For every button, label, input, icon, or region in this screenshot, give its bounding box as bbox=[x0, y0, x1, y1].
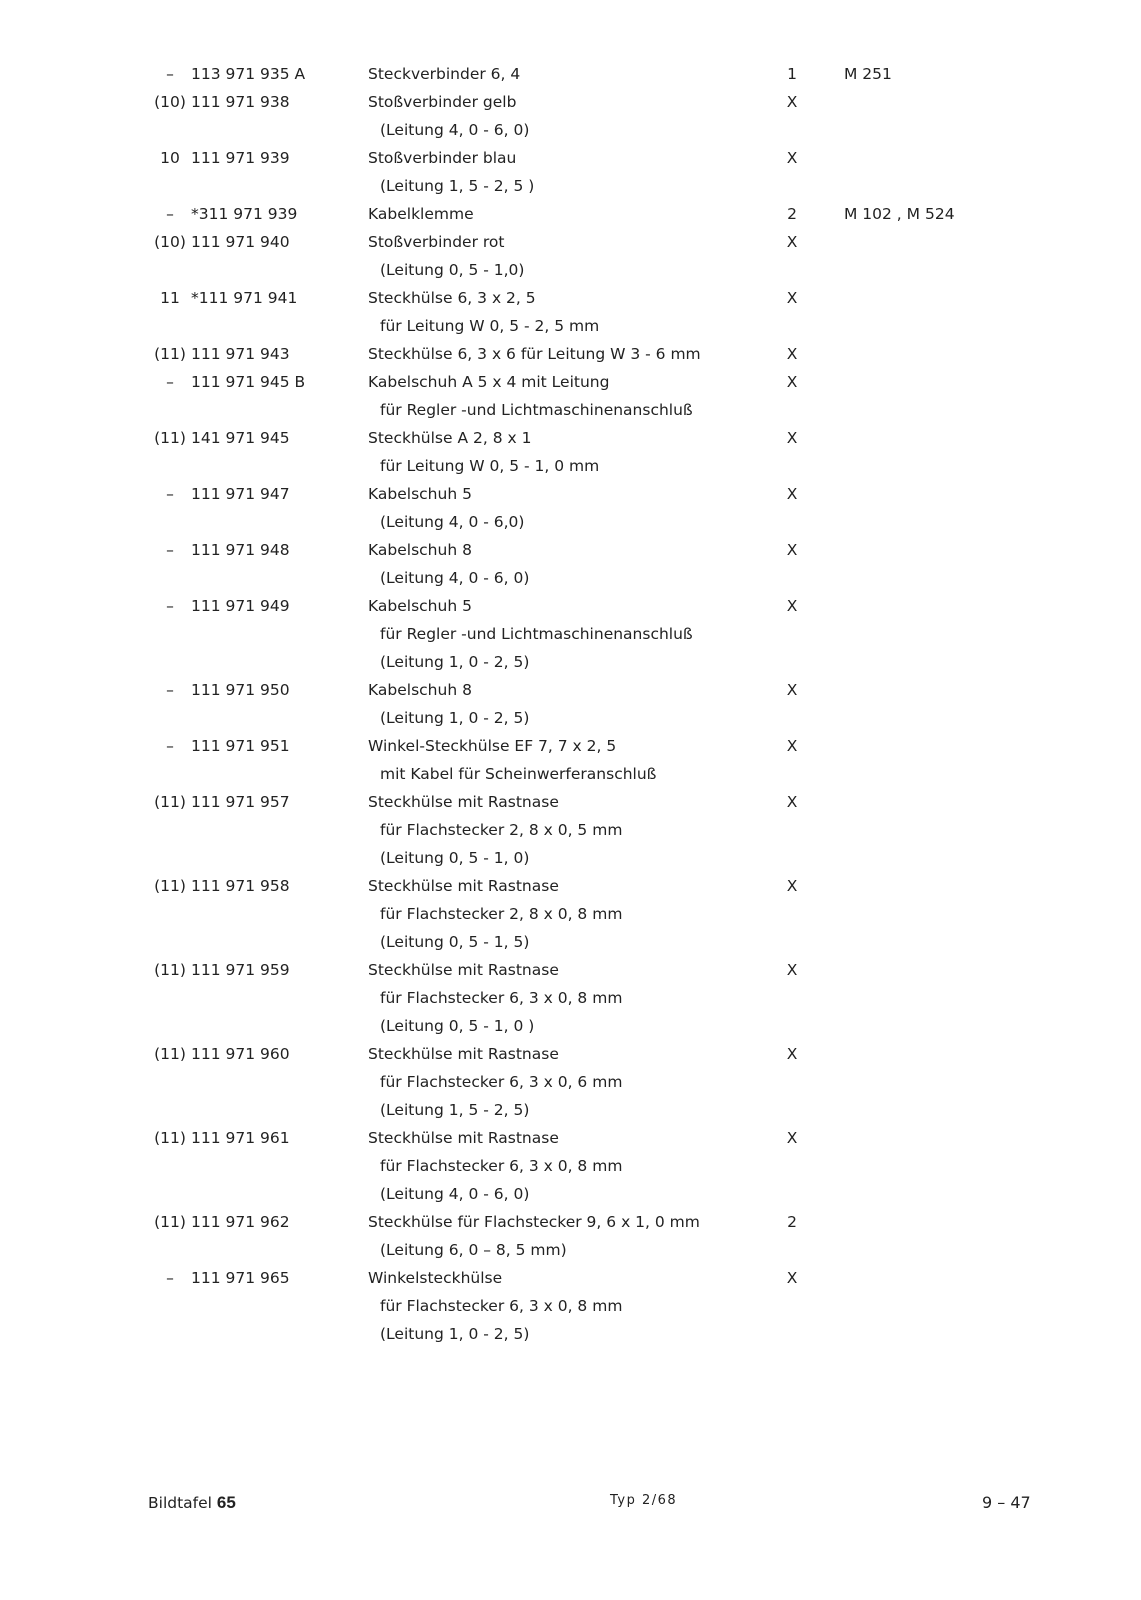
position-cell: – bbox=[166, 541, 174, 559]
description-continuation: (Leitung 4, 0 - 6,0) bbox=[380, 513, 525, 531]
quantity-cell: X bbox=[786, 793, 798, 811]
description-continuation: mit Kabel für Scheinwerferanschluß bbox=[380, 765, 657, 783]
description-cell: Kabelschuh 8 bbox=[368, 681, 472, 699]
table-row-continuation bbox=[0, 1180, 1141, 1208]
table-row bbox=[0, 200, 1141, 228]
table-row bbox=[0, 1264, 1141, 1292]
description-cell: Stoßverbinder blau bbox=[368, 149, 517, 167]
description-cell: Steckhülse A 2, 8 x 1 bbox=[368, 429, 532, 447]
table-row bbox=[0, 88, 1141, 116]
table-row-continuation bbox=[0, 984, 1141, 1012]
description-continuation: (Leitung 1, 0 - 2, 5) bbox=[380, 653, 530, 671]
position-cell: – bbox=[166, 737, 174, 755]
description-cell: Steckhülse mit Rastnase bbox=[368, 877, 559, 895]
description-cell: Steckhülse 6, 3 x 2, 5 bbox=[368, 289, 536, 307]
description-continuation: für Flachstecker 6, 3 x 0, 8 mm bbox=[380, 989, 623, 1007]
position-cell: – bbox=[166, 681, 174, 699]
table-row-continuation bbox=[0, 844, 1141, 872]
table-row bbox=[0, 676, 1141, 704]
description-continuation: für Regler -und Lichtmaschinenanschluß bbox=[380, 625, 693, 643]
part-number-cell: 141 971 945 bbox=[191, 429, 290, 447]
table-row bbox=[0, 480, 1141, 508]
table-row bbox=[0, 424, 1141, 452]
position-cell: (11) bbox=[154, 1129, 186, 1147]
description-continuation: für Flachstecker 6, 3 x 0, 8 mm bbox=[380, 1157, 623, 1175]
table-row bbox=[0, 1124, 1141, 1152]
description-continuation: für Flachstecker 6, 3 x 0, 8 mm bbox=[380, 1297, 623, 1315]
position-cell: (10) bbox=[154, 233, 186, 251]
table-row-continuation bbox=[0, 396, 1141, 424]
table-row-continuation bbox=[0, 1096, 1141, 1124]
part-number-cell: 111 971 943 bbox=[191, 345, 290, 363]
quantity-cell: 2 bbox=[787, 1213, 797, 1231]
position-cell: – bbox=[166, 1269, 174, 1287]
description-continuation: (Leitung 0, 5 - 1,0) bbox=[380, 261, 525, 279]
table-row-continuation bbox=[0, 760, 1141, 788]
part-number-cell: 111 971 961 bbox=[191, 1129, 290, 1147]
table-row bbox=[0, 144, 1141, 172]
position-cell: 10 bbox=[160, 149, 180, 167]
description-continuation: (Leitung 1, 0 - 2, 5) bbox=[380, 709, 530, 727]
quantity-cell: X bbox=[786, 373, 798, 391]
table-row-continuation bbox=[0, 620, 1141, 648]
description-cell: Steckhülse mit Rastnase bbox=[368, 961, 559, 979]
parts-list bbox=[0, 60, 1141, 1348]
quantity-cell: X bbox=[786, 597, 798, 615]
part-number-cell: 111 971 959 bbox=[191, 961, 290, 979]
description-cell: Steckhülse mit Rastnase bbox=[368, 1045, 559, 1063]
page-footer bbox=[0, 1493, 1141, 1517]
description-cell: Kabelschuh 5 bbox=[368, 485, 472, 503]
table-row bbox=[0, 872, 1141, 900]
description-continuation: für Leitung W 0, 5 - 2, 5 mm bbox=[380, 317, 600, 335]
description-cell: Steckhülse mit Rastnase bbox=[368, 793, 559, 811]
plate-number: 65 bbox=[216, 1493, 236, 1512]
table-row-continuation bbox=[0, 312, 1141, 340]
part-number-cell: 111 971 951 bbox=[191, 737, 290, 755]
remark-cell: M 251 bbox=[844, 65, 892, 83]
quantity-cell: X bbox=[786, 429, 798, 447]
description-cell: Winkelsteckhülse bbox=[368, 1269, 503, 1287]
table-row-continuation bbox=[0, 1292, 1141, 1320]
table-row bbox=[0, 228, 1141, 256]
part-number-cell: 111 971 957 bbox=[191, 793, 290, 811]
table-row-continuation bbox=[0, 1152, 1141, 1180]
description-cell: Stoßverbinder gelb bbox=[368, 93, 517, 111]
table-row-continuation bbox=[0, 816, 1141, 844]
table-row-continuation bbox=[0, 1068, 1141, 1096]
part-number-cell: *111 971 941 bbox=[191, 289, 298, 307]
quantity-cell: X bbox=[786, 345, 798, 363]
position-cell: – bbox=[166, 373, 174, 391]
description-continuation: für Flachstecker 6, 3 x 0, 6 mm bbox=[380, 1073, 623, 1091]
table-row-continuation bbox=[0, 172, 1141, 200]
page-number: 9 – 47 bbox=[982, 1493, 1031, 1512]
description-cell: Steckhülse mit Rastnase bbox=[368, 1129, 559, 1147]
description-continuation: (Leitung 4, 0 - 6, 0) bbox=[380, 569, 530, 587]
description-cell: Stoßverbinder rot bbox=[368, 233, 505, 251]
description-continuation: (Leitung 4, 0 - 6, 0) bbox=[380, 121, 530, 139]
table-row-continuation bbox=[0, 1012, 1141, 1040]
part-number-cell: 111 971 958 bbox=[191, 877, 290, 895]
quantity-cell: X bbox=[786, 737, 798, 755]
table-row bbox=[0, 1208, 1141, 1236]
table-row-continuation bbox=[0, 900, 1141, 928]
table-row bbox=[0, 788, 1141, 816]
description-continuation: (Leitung 0, 5 - 1, 0 ) bbox=[380, 1017, 535, 1035]
quantity-cell: X bbox=[786, 541, 798, 559]
quantity-cell: X bbox=[786, 485, 798, 503]
description-continuation: für Leitung W 0, 5 - 1, 0 mm bbox=[380, 457, 600, 475]
table-row bbox=[0, 536, 1141, 564]
table-row-continuation bbox=[0, 648, 1141, 676]
quantity-cell: X bbox=[786, 1129, 798, 1147]
table-row bbox=[0, 1040, 1141, 1068]
position-cell: – bbox=[166, 205, 174, 223]
description-cell: Kabelschuh 8 bbox=[368, 541, 472, 559]
position-cell: (11) bbox=[154, 429, 186, 447]
position-cell: – bbox=[166, 485, 174, 503]
description-continuation: (Leitung 1, 5 - 2, 5) bbox=[380, 1101, 530, 1119]
description-continuation: (Leitung 0, 5 - 1, 5) bbox=[380, 933, 530, 951]
quantity-cell: X bbox=[786, 877, 798, 895]
quantity-cell: X bbox=[786, 289, 798, 307]
quantity-cell: 1 bbox=[787, 65, 797, 83]
table-row-continuation bbox=[0, 452, 1141, 480]
table-row bbox=[0, 368, 1141, 396]
description-cell: Steckhülse für Flachstecker 9, 6 x 1, 0 mm bbox=[368, 1213, 700, 1231]
table-row-continuation bbox=[0, 1236, 1141, 1264]
part-number-cell: 111 971 965 bbox=[191, 1269, 290, 1287]
description-cell: Steckhülse 6, 3 x 6 für Leitung W 3 - 6 mm bbox=[368, 345, 701, 363]
description-cell: Steckverbinder 6, 4 bbox=[368, 65, 521, 83]
table-row-continuation bbox=[0, 116, 1141, 144]
table-row-continuation bbox=[0, 704, 1141, 732]
part-number-cell: 111 971 962 bbox=[191, 1213, 290, 1231]
table-row bbox=[0, 60, 1141, 88]
part-number-cell: 111 971 950 bbox=[191, 681, 290, 699]
plate-label: Bildtafel 65 bbox=[148, 1493, 236, 1512]
table-row-continuation bbox=[0, 1320, 1141, 1348]
description-continuation: (Leitung 0, 5 - 1, 0) bbox=[380, 849, 530, 867]
quantity-cell: X bbox=[786, 233, 798, 251]
table-row-continuation bbox=[0, 564, 1141, 592]
description-continuation: (Leitung 4, 0 - 6, 0) bbox=[380, 1185, 530, 1203]
position-cell: 11 bbox=[160, 289, 180, 307]
part-number-cell: 111 971 947 bbox=[191, 485, 290, 503]
position-cell: – bbox=[166, 65, 174, 83]
quantity-cell: X bbox=[786, 681, 798, 699]
position-cell: (11) bbox=[154, 793, 186, 811]
part-number-cell: 111 971 939 bbox=[191, 149, 290, 167]
quantity-cell: 2 bbox=[787, 205, 797, 223]
description-continuation: für Regler -und Lichtmaschinenanschluß bbox=[380, 401, 693, 419]
description-continuation: (Leitung 1, 0 - 2, 5) bbox=[380, 1325, 530, 1343]
table-row bbox=[0, 956, 1141, 984]
description-continuation: (Leitung 1, 5 - 2, 5 ) bbox=[380, 177, 535, 195]
part-number-cell: 111 971 945 B bbox=[191, 373, 306, 391]
part-number-cell: 111 971 938 bbox=[191, 93, 290, 111]
part-number-cell: 113 971 935 A bbox=[191, 65, 306, 83]
description-cell: Winkel-Steckhülse EF 7, 7 x 2, 5 bbox=[368, 737, 617, 755]
remark-cell: M 102 , M 524 bbox=[844, 205, 955, 223]
table-row bbox=[0, 284, 1141, 312]
table-row-continuation bbox=[0, 256, 1141, 284]
position-cell: (11) bbox=[154, 1045, 186, 1063]
quantity-cell: X bbox=[786, 1269, 798, 1287]
description-continuation: für Flachstecker 2, 8 x 0, 5 mm bbox=[380, 821, 623, 839]
part-number-cell: 111 971 960 bbox=[191, 1045, 290, 1063]
quantity-cell: X bbox=[786, 93, 798, 111]
position-cell: – bbox=[166, 597, 174, 615]
quantity-cell: X bbox=[786, 149, 798, 167]
quantity-cell: X bbox=[786, 1045, 798, 1063]
table-row-continuation bbox=[0, 508, 1141, 536]
description-continuation: (Leitung 6, 0 – 8, 5 mm) bbox=[380, 1241, 567, 1259]
table-row-continuation bbox=[0, 928, 1141, 956]
position-cell: (11) bbox=[154, 961, 186, 979]
part-number-cell: 111 971 948 bbox=[191, 541, 290, 559]
description-continuation: für Flachstecker 2, 8 x 0, 8 mm bbox=[380, 905, 623, 923]
type-code: Typ 2/68 bbox=[610, 1493, 678, 1508]
table-row bbox=[0, 732, 1141, 760]
part-number-cell: *311 971 939 bbox=[191, 205, 298, 223]
position-cell: (11) bbox=[154, 1213, 186, 1231]
description-cell: Kabelklemme bbox=[368, 205, 474, 223]
position-cell: (11) bbox=[154, 345, 186, 363]
table-row bbox=[0, 340, 1141, 368]
description-cell: Kabelschuh 5 bbox=[368, 597, 472, 615]
quantity-cell: X bbox=[786, 961, 798, 979]
table-row bbox=[0, 592, 1141, 620]
description-cell: Kabelschuh A 5 x 4 mit Leitung bbox=[368, 373, 610, 391]
part-number-cell: 111 971 949 bbox=[191, 597, 290, 615]
part-number-cell: 111 971 940 bbox=[191, 233, 290, 251]
position-cell: (10) bbox=[154, 93, 186, 111]
position-cell: (11) bbox=[154, 877, 186, 895]
